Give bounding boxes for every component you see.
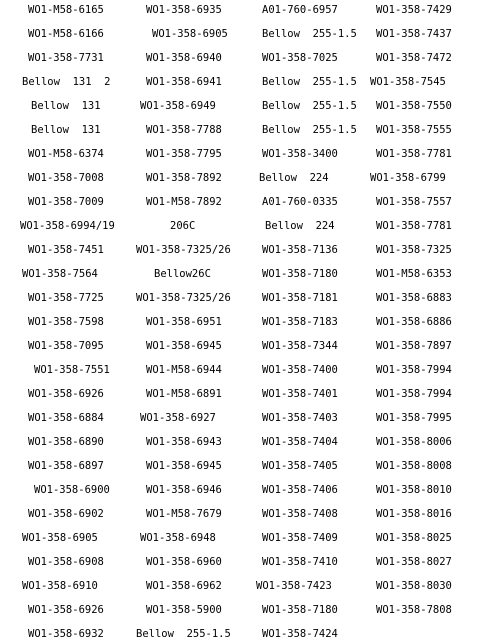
part-number-cell: WO1-358-6799 — [370, 172, 446, 184]
part-number-cell: WO1-M58-7892 — [146, 196, 222, 208]
part-number-cell: WO1-358-6935 — [146, 4, 222, 16]
part-number-cell: WO1-358-7095 — [28, 340, 104, 352]
part-number-cell: WO1-358-6926 — [28, 604, 104, 616]
part-number-cell: WO1-358-7008 — [28, 172, 104, 184]
part-number-cell: WO1-358-6884 — [28, 412, 104, 424]
part-number-cell: WO1-M58-6944 — [146, 364, 222, 376]
part-number-cell: WO1-358-7550 — [376, 100, 452, 112]
part-number-cell: WO1-358-6960 — [146, 556, 222, 568]
part-number-cell: WO1-358-6900 — [34, 484, 110, 496]
part-number-cell: WO1-358-7545 — [370, 76, 446, 88]
part-number-cell: WO1-358-6941 — [146, 76, 222, 88]
part-number-cell: WO1-358-7555 — [376, 124, 452, 136]
part-number-cell: WO1-358-8006 — [376, 436, 452, 448]
part-number-cell: WO1-358-7557 — [376, 196, 452, 208]
part-number-cell: WO1-358-7795 — [146, 148, 222, 160]
part-number-cell: WO1-358-7406 — [262, 484, 338, 496]
part-number-cell: WO1-358-7401 — [262, 388, 338, 400]
part-number-cell: Bellow 255-1.5 — [262, 100, 357, 112]
part-number-cell: WO1-358-6883 — [376, 292, 452, 304]
part-number-cell: WO1-358-6932 — [28, 628, 104, 640]
part-number-cell: WO1-358-6905 — [22, 532, 98, 544]
part-number-cell: WO1-358-7437 — [376, 28, 452, 40]
part-number-cell: WO1-358-8027 — [376, 556, 452, 568]
part-number-cell: WO1-358-8010 — [376, 484, 452, 496]
part-number-cell: WO1-358-7405 — [262, 460, 338, 472]
part-number-cell: WO1-358-6927 — [140, 412, 216, 424]
part-number-cell: WO1-358-7892 — [146, 172, 222, 184]
part-number-cell: WO1-358-7025 — [262, 52, 338, 64]
part-number-cell: WO1-358-8025 — [376, 532, 452, 544]
part-number-cell: Bellow 255-1.5 — [262, 76, 357, 88]
part-number-cell: WO1-M58-6353 — [376, 268, 452, 280]
part-number-cell: WO1-358-6910 — [22, 580, 98, 592]
part-number-cell: WO1-358-7136 — [262, 244, 338, 256]
part-number-cell: Bellow 255-1.5 — [262, 124, 357, 136]
part-number-cell: WO1-358-7781 — [376, 148, 452, 160]
part-number-cell: WO1-358-7995 — [376, 412, 452, 424]
part-number-cell: WO1-358-6945 — [146, 460, 222, 472]
part-number-cell: WO1-358-7403 — [262, 412, 338, 424]
part-number-cell: WO1-358-7404 — [262, 436, 338, 448]
part-number-cell: Bellow 255-1.5 — [136, 628, 231, 640]
part-number-cell: Bellow26C — [154, 268, 211, 280]
part-number-cell: Bellow 131 — [31, 124, 101, 136]
part-number-cell: WO1-M58-6891 — [146, 388, 222, 400]
part-number-cell: WO1-358-7472 — [376, 52, 452, 64]
part-number-cell: Bellow 255-1.5 — [262, 28, 357, 40]
part-number-cell: WO1-358-7598 — [28, 316, 104, 328]
part-number-cell: A01-760-0335 — [262, 196, 338, 208]
part-number-cell: WO1-358-6949 — [140, 100, 216, 112]
part-number-cell: WO1-358-6902 — [28, 508, 104, 520]
part-number-cell: WO1-358-7181 — [262, 292, 338, 304]
part-number-cell: Bellow 131 — [31, 100, 101, 112]
part-number-cell: WO1-358-6940 — [146, 52, 222, 64]
part-number-cell: WO1-358-6886 — [376, 316, 452, 328]
part-number-cell: WO1-358-7009 — [28, 196, 104, 208]
part-number-cell: WO1-358-6948 — [140, 532, 216, 544]
part-number-cell: WO1-M58-6374 — [28, 148, 104, 160]
part-number-cell: Bellow 224 — [265, 220, 335, 232]
part-number-cell: WO1-358-7183 — [262, 316, 338, 328]
part-number-cell: WO1-358-7424 — [262, 628, 338, 640]
part-number-cell: WO1-358-7808 — [376, 604, 452, 616]
part-number-cell: WO1-358-7423 — [256, 580, 332, 592]
part-number-cell: WO1-358-7451 — [28, 244, 104, 256]
part-number-cell: WO1-M58-6166 — [28, 28, 104, 40]
part-number-cell: WO1-358-7344 — [262, 340, 338, 352]
part-number-cell: WO1-358-7400 — [262, 364, 338, 376]
part-number-cell: WO1-358-6945 — [146, 340, 222, 352]
part-number-cell: WO1-358-7731 — [28, 52, 104, 64]
part-number-cell: WO1-358-6897 — [28, 460, 104, 472]
part-number-cell: WO1-358-7325 — [376, 244, 452, 256]
part-number-cell: WO1-358-6908 — [28, 556, 104, 568]
part-number-cell: WO1-358-6905 — [152, 28, 228, 40]
part-number-cell: WO1-358-7409 — [262, 532, 338, 544]
part-number-cell: WO1-358-3400 — [262, 148, 338, 160]
part-number-cell: WO1-358-7325/26 — [136, 244, 231, 256]
part-number-cell: A01-760-6957 — [262, 4, 338, 16]
part-number-cell: WO1-358-7410 — [262, 556, 338, 568]
part-number-cell: WO1-358-7725 — [28, 292, 104, 304]
part-number-cell: WO1-358-8016 — [376, 508, 452, 520]
part-number-cell: WO1-358-8030 — [376, 580, 452, 592]
part-number-cell: WO1-358-7781 — [376, 220, 452, 232]
part-number-cell: WO1-358-8008 — [376, 460, 452, 472]
part-number-cell: WO1-358-7551 — [34, 364, 110, 376]
part-number-cell: WO1-358-6890 — [28, 436, 104, 448]
part-number-cell: WO1-358-6962 — [146, 580, 222, 592]
part-number-cell: WO1-358-7408 — [262, 508, 338, 520]
part-number-cell: WO1-358-6926 — [28, 388, 104, 400]
part-number-cell: WO1-358-7994 — [376, 364, 452, 376]
part-number-cell: WO1-358-7897 — [376, 340, 452, 352]
part-number-cell: WO1-358-7994 — [376, 388, 452, 400]
part-number-cell: WO1-M58-7679 — [146, 508, 222, 520]
part-number-cell: WO1-M58-6165 — [28, 4, 104, 16]
part-number-cell: WO1-358-7429 — [376, 4, 452, 16]
part-number-cell: WO1-358-7788 — [146, 124, 222, 136]
part-number-cell: WO1-358-6946 — [146, 484, 222, 496]
part-number-cell: WO1-358-6951 — [146, 316, 222, 328]
part-number-cell: Bellow 131 2 — [22, 76, 111, 88]
part-number-cell: WO1-358-7180 — [262, 268, 338, 280]
part-number-cell: WO1-358-7564 — [22, 268, 98, 280]
part-number-cell: WO1-358-7180 — [262, 604, 338, 616]
part-number-cell: 206C — [170, 220, 196, 232]
part-number-cell: WO1-358-6943 — [146, 436, 222, 448]
part-number-cell: WO1-358-7325/26 — [136, 292, 231, 304]
part-number-cell: Bellow 224 — [259, 172, 329, 184]
part-number-cell: WO1-358-6994/19 — [20, 220, 115, 232]
part-number-cell: WO1-358-5900 — [146, 604, 222, 616]
